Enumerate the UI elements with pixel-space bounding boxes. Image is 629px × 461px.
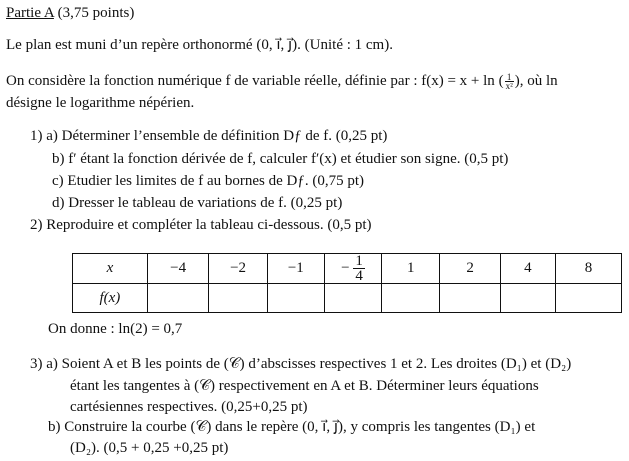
ln-description: désigne le logarithme népérien. xyxy=(6,95,195,111)
question-3a-line3: cartésiennes respectives. (0,25+0,25 pt) xyxy=(70,399,308,415)
fraction-numerator: 1 xyxy=(505,73,514,82)
table-value: 8 xyxy=(555,254,621,284)
table-row-fx xyxy=(73,284,622,313)
fraction-denominator: 4 xyxy=(355,268,363,284)
fraction-numerator: 1 xyxy=(355,253,363,269)
table-empty-cell xyxy=(267,284,324,313)
part-title: Partie A xyxy=(6,5,54,21)
table-value-fraction xyxy=(324,254,381,284)
table-value: −1 xyxy=(267,254,324,284)
question-2: 2) Reproduire et compléter la tableau ci-dessous. (0,5 pt) xyxy=(30,217,372,233)
frame-statement: Le plan est muni d’un repère orthonormé (0, ı⃗, ȷ⃗). (Unité : 1 cm). xyxy=(6,37,393,53)
table-empty-cell xyxy=(500,284,555,313)
fraction-one-over-x-squared xyxy=(505,73,514,90)
question-1d: d) Dresser le tableau de variations de f. (0,25 pt) xyxy=(52,195,343,211)
table-empty-cell xyxy=(324,284,381,313)
question-1b: b) f′ étant la fonction dérivée de f, calculer f′(x) et étudier son signe. (0,5 pt) xyxy=(52,151,509,167)
fraction-denominator: x² xyxy=(505,81,513,92)
part-heading xyxy=(6,5,134,22)
question-1a: 1) a) Déterminer l’ensemble de définition Dƒ de f. (0,25 pt) xyxy=(30,128,388,144)
question-3a-line1: 3) a) Soient A et B les points de (𝒞) d’abscisses respectives 1 et 2. Les droites (D₁) et (D₂) xyxy=(30,356,572,372)
table-value: 4 xyxy=(500,254,555,284)
table-header-fx: f(x) xyxy=(73,284,148,313)
table-empty-cell xyxy=(440,284,501,313)
table-empty-cell xyxy=(147,284,209,313)
question-3b-line2: (D₂). (0,5 + 0,25 +0,25 pt) xyxy=(70,440,229,456)
fraction-one-quarter xyxy=(353,254,365,283)
table-empty-cell xyxy=(382,284,440,313)
table-header-x: x xyxy=(73,254,148,284)
table-value: 2 xyxy=(440,254,501,284)
question-1c: c) Etudier les limites de f au bornes de Dƒ. (0,75 pt) xyxy=(52,173,364,189)
table-value: −4 xyxy=(147,254,209,284)
function-definition-text: On considère la fonction numérique f de variable réelle, définie par : f(x) = x + ln xyxy=(6,73,495,89)
given-value: On donne : ln(2) = 0,7 xyxy=(48,321,183,337)
table-value: 1 xyxy=(382,254,440,284)
function-definition-end: , où ln xyxy=(519,73,558,89)
part-points: (3,75 points) xyxy=(57,5,135,21)
question-3b-line1: b) Construire la courbe (𝒞) dans le repère (0, ı⃗, ȷ⃗), y compris les tangentes (D₁) et xyxy=(48,419,536,435)
fraction-sign: − xyxy=(341,259,350,276)
table-empty-cell xyxy=(555,284,621,313)
question-3a-line2: étant les tangentes à (𝒞) respectivement en A et B. Déterminer leurs équations xyxy=(70,378,539,394)
values-table xyxy=(72,253,622,313)
table-value: −2 xyxy=(209,254,267,284)
table-row-x xyxy=(73,254,622,284)
function-definition: On considère la fonction numérique f de variable réelle, définie par : f(x) = x + ln ( $\frac{1}{\text{x²}}$ ), où ln xyxy=(6,72,558,92)
table-empty-cell xyxy=(209,284,267,313)
